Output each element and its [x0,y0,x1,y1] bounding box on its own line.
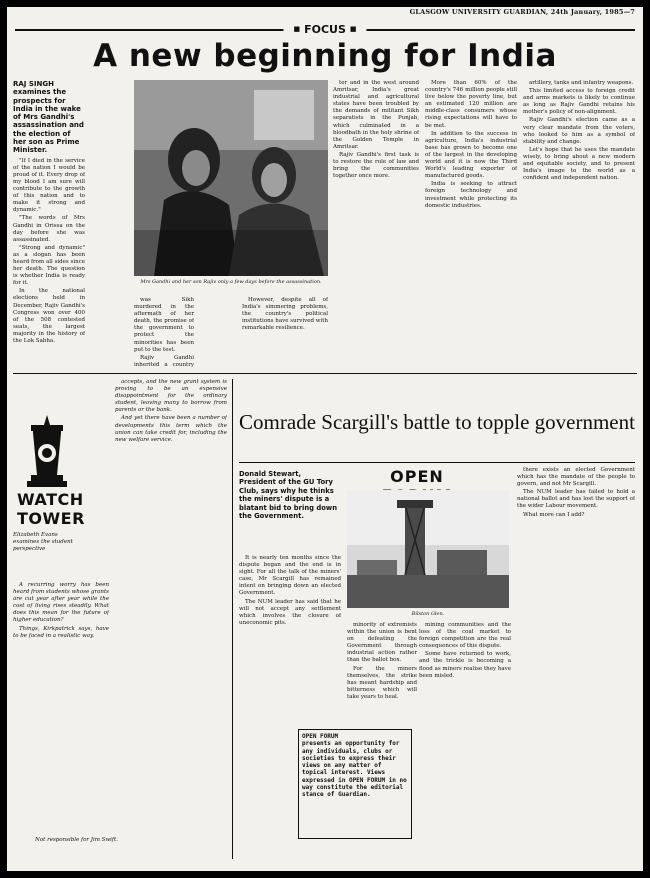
watch-tower-strap: Elizabeth Evans examines the student perspective [13,532,73,552]
column-divider [232,379,233,859]
colliery-photo-caption: Bilston Glen. [411,611,445,617]
notice-text: presents an opportunity for any individuals, clubs or societies to express their views on any matter of topical interest. Views expressed in OPEN FORUM in no way constitute the editorial stance of Guardian. [302,740,407,799]
section-divider [239,462,635,463]
scargill-headline: Comrade Scargill's battle to topple government [239,410,635,434]
watch-tower-title: WATCH TOWER [17,490,85,528]
story-divider [13,373,637,374]
scargill-column-2 [347,622,417,727]
watch-tower-footnote: Not responsible for Jim Swift. [35,837,118,843]
section-label: ■ FOCUS ■ [283,23,366,36]
article-paragraph: India is seeking to attract foreign technology and investment while protecting its domestic industries. [425,181,517,209]
newspaper-page [7,7,643,871]
article-paragraph: This limited access to foreign credit and arms markets is likely to continue as long as Rajiv Gandhi retains his mother's policy of non-alignment. [523,88,635,116]
article-paragraph: ter and in the west around Amritsar, India's great industrial and agricultural states have been troubled by the demands of militant Sikh separatists in the Punjab, which culminated in a bloodbath in the holy shrine of the Golden Temple in Amritsar. [333,80,419,150]
article-paragraph: Things, Kirkpatrick says, have to be faced in a realistic way. [13,625,109,639]
open-forum-notice-box [298,729,412,839]
article-paragraph: Let's hope that he uses the mandate wisely, to bring about a new modern and equitable society, and to present India's image to the world as a confident and independent nation. [523,146,635,182]
india-headline: A new beginning for India [93,38,557,74]
india-column-4 [425,80,517,367]
watch-tower-column-2 [115,379,227,849]
article-paragraph: For the miners themselves, the strike has meant hardship and bitterness which will take years to heal. [347,665,417,700]
article-paragraph: "Strong and dynamic" as a slogan has been heard from all sides since her death. The question is whether India is ready for it. [13,244,85,287]
gandhi-photo [134,80,328,276]
article-paragraph: The NUM leader has said that he will not accept any settlement which involves the closure of uneconomic pits. [239,598,341,626]
article-paragraph: More than 60% of the country's 746 million people still live below the poverty line, but an estimated 120 million are middle-class consumers whose rising expectations will have to be met. [425,80,517,129]
india-strap: RAJ SINGH examines the prospects for India in the wake of Mrs Gandhi's assassination and the election of her son as Prime Minister. [13,80,84,155]
india-column-1 [13,80,85,365]
article-paragraph: mining communities and the loss of the coal market to foreign competition are the real consequences of this dispute. [419,622,511,650]
watch-tower-column-1 [13,582,109,832]
article-paragraph: accepts, and the new grant system is proving to be an expensive disappointment for the ordinary student, leaving many to borrow from parents or the bank. [115,379,227,414]
article-paragraph: However, despite all of India's simmering problems, the country's political institutions have survived with remarkable resilience. [242,297,328,332]
article-paragraph: was Sikh murdered in the aftermath of her death, the promise of the government to protect the minorities has been put to the test. [134,297,194,353]
masthead: GLASGOW UNIVERSITY GUARDIAN, 24th January, 1985—7 [409,8,635,16]
scargill-column-4 [517,467,635,862]
article-paragraph: In the national elections held in December, Rajiv Gandhi's Congress won over 400 of the 508 contested seats, the largest majority in the history of the Lok Sabha. [13,288,85,345]
article-paragraph: Rajiv Gandhi's first task is to restore the rule of law and bring the communities together once more. [333,151,419,180]
india-column-2 [134,297,194,367]
article-paragraph: Rajiv Gandhi inherited a country [134,354,194,367]
article-paragraph: Some have returned to work, and the trickle is becoming a flood as miners realise they have been misled. [419,651,511,679]
notice-title: OPEN FORUM [302,733,339,740]
india-column-5 [523,80,635,367]
article-paragraph: In addition to the success in agriculture, India's industrial base has grown to become one of the largest in the developing world and it is now the Third World's leading exporter of manufactured goods. [425,130,517,180]
article-paragraph: Rajiv Gandhi's election came as a very clear mandate from the voters, who looked to him as a symbol of stability and change. [523,117,635,145]
article-paragraph: A recurring worry has been heard from students whose grants are cut year after year while the cost of living rises steadily. What does this mean for the future of higher education? [13,582,109,624]
colliery-photo [347,490,509,608]
gandhi-photo-caption: Mrs Gandhi and her son Rajiv only a few days before the assassination. [140,279,322,285]
article-paragraph: there exists an elected Government which has the mandate of the people to govern, and not Mr Scargill. [517,467,635,488]
scargill-column-3 [419,622,511,862]
article-paragraph: What more can I add? [523,511,585,518]
india-column-3 [333,80,419,367]
article-paragraph: "The words of Mrs Gandhi in Orissa on the day before she was assassinated. [13,215,85,243]
article-paragraph: "If I died in the service of the nation I would be proud of it. Every drop of my blood I am sure will contribute to the growth of this nation and to make it strong and dynamic." [13,157,85,214]
watch-tower-logo [23,415,71,487]
article-paragraph: The NUM leader has failed to hold a national ballot and has lost the support of the wider Labour movement. [517,489,635,510]
article-paragraph: artillery, tanks and infantry weapons. [529,80,634,86]
article-paragraph: And yet there have been a number of developments this term which the union can take credit for, including the new welfare service. [115,415,227,443]
article-paragraph: It is nearly ten months since the dispute began and the end is in sight. For all the talk of the miners' case, Mr Scargill has remained intent on bringing down an elected Government. [239,555,341,597]
article-paragraph: minority of extremists within the union is bent on defeating the Government through industrial action rather than the ballot box. [347,622,417,664]
india-column-3-lower [242,297,328,367]
open-forum-title: OPEN [390,467,444,486]
scargill-strap: Donald Stewart, President of the GU Tory Club, says why he thinks the miners' dispute is a blatant bid to bring down the Government. [239,470,338,521]
section-divider [15,24,635,36]
